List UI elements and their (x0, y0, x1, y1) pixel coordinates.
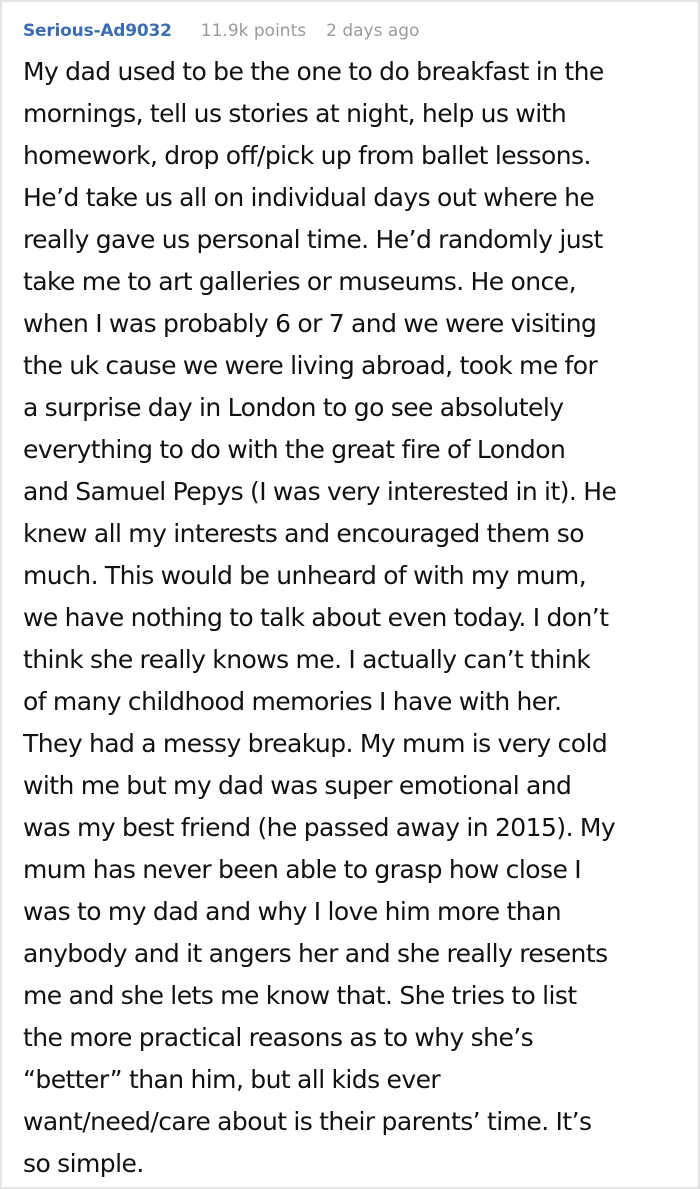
comment-line: was to my dad and why I love him more than (23, 897, 562, 926)
comment-line: a surprise day in London to go see absolutely (23, 393, 564, 422)
comment-line: take me to art galleries or museums. He once, (23, 267, 576, 296)
comment-line: mum has never been able to grasp how close I (23, 855, 582, 884)
comment-line: was my best friend (he passed away in 2015). My (23, 813, 616, 842)
comment-line: and Samuel Pepys (I was very interested in it). He (23, 477, 617, 506)
comment-line: so simple. (23, 1149, 144, 1178)
comment-line: want/need/care about is their parents’ time. It’s (23, 1107, 592, 1136)
comment-line: of many childhood memories I have with her. (23, 687, 562, 716)
comment-author-link[interactable]: Serious-Ad9032 (23, 21, 172, 41)
comment-line: the more practical reasons as to why she’s (23, 1023, 534, 1052)
comment-points: 11.9k points (200, 21, 307, 41)
comment-line: we have nothing to talk about even today. I don’t (23, 603, 609, 632)
comment-line: when I was probably 6 or 7 and we were visiting (23, 309, 597, 338)
comment-line: They had a messy breakup. My mum is very cold (23, 729, 608, 758)
comment-line: “better” than him, but all kids ever (23, 1065, 441, 1094)
comment-line: mornings, tell us stories at night, help us with (23, 99, 567, 128)
comment-body (23, 51, 693, 1185)
comment-line: My dad used to be the one to do breakfast in the (23, 57, 604, 86)
comment-line: homework, drop off/pick up from ballet lessons. (23, 141, 591, 170)
comment-line: the uk cause we were living abroad, took me for (23, 351, 598, 380)
comment-line: knew all my interests and encouraged them so (23, 519, 584, 548)
comment-line: everything to do with the great fire of London (23, 435, 566, 464)
comment-line: really gave us personal time. He’d randomly just (23, 225, 603, 254)
comment-line: He’d take us all on individual days out where he (23, 183, 595, 212)
comment-timestamp: 2 days ago (326, 21, 420, 41)
comment-line: think she really knows me. I actually can’t think (23, 645, 591, 674)
comment-line: anybody and it angers her and she really resents (23, 939, 608, 968)
comment-header (23, 16, 698, 46)
comment-line: much. This would be unheard of with my mum, (23, 561, 587, 590)
comment-line: me and she lets me know that. She tries to list (23, 981, 577, 1010)
comment-line: with me but my dad was super emotional and (23, 771, 572, 800)
